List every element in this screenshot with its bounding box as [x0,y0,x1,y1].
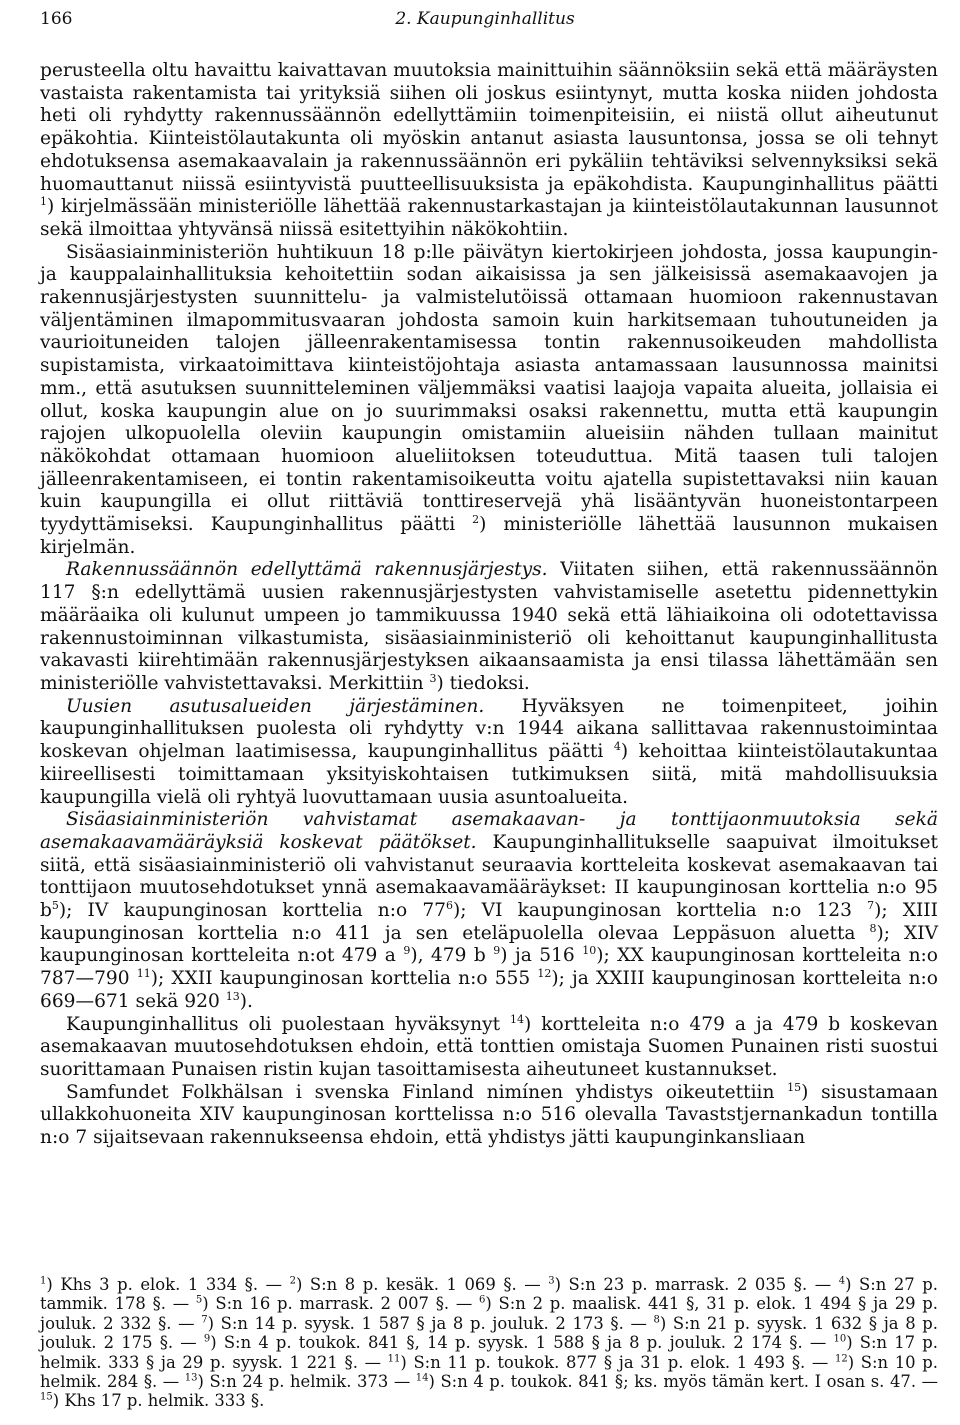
footnote-ref: 4 [838,1275,846,1287]
footnote-ref: 10 [833,1333,847,1345]
text-run: ) Khs 3 p. elok. 1 334 §. — [46,1275,290,1294]
paragraph [40,60,938,242]
text-run: ) S:n 4 p. toukok. 841 §, 14 p. syysk. 1 588 § ja 8 p. jouluk. 2 174 §. — [210,1333,834,1353]
footnote-ref: 6 [479,1294,486,1306]
footnote-ref: 14 [415,1372,429,1384]
italic-heading: Sisäasiainministeriön vahvistamat asemakaavan- ja tonttijaonmuutoksia sekä asemakaavamääräyksiä koskevat päätökset. [40,809,938,853]
text-run: ) tiedoksi. [436,672,530,694]
text-run: ) S:n 21 p. syysk. 1 632 § ja 8 p. jouluk. 2 175 §. — [40,1313,938,1353]
italic-heading: Rakennussäännön edellyttämä rakennusjärjestys. [66,559,548,581]
text-run: ); XXII kaupunginosan korttelia n:o 555 [150,968,538,990]
footnote-ref: 13 [225,989,240,1003]
text-run: ) S:n 2 p. maalisk. 441 §, 31 p. elok. 1 494 § ja 29 p. jouluk. 2 332 §. — [40,1294,938,1333]
footnote-ref: 15 [787,1080,802,1094]
text-run: ) sisustamaan ullakkohuoneita XIV kaupunginosan korttelissa n:o 516 olevalla Tavaststjernankadun tontilla n:o 7 sijaitsevaan rakennukseensa ehdoin, että yhdistys jätti kaupunginkansliaan [40,1081,938,1149]
text-run: ) S:n 14 p. syysk. 1 587 § ja 8 p. jouluk. 2 173 §. — [207,1313,654,1333]
footnote-ref: 1 [40,195,47,209]
text-run: ) S:n 10 p. helmik. 284 §. — [40,1352,938,1392]
text-run: ); XIII kaupunginosan korttelia n:o 411 ja sen eteläpuolella olevaa Leppäsuon aluetta [40,900,938,944]
footnote-ref: 15 [40,1391,53,1403]
footnote-ref: 8 [869,921,877,935]
footnote-ref: 2 [289,1275,296,1287]
paragraph [40,809,938,1013]
footnote-ref: 8 [653,1314,660,1326]
text-run: ) S:n 17 p. helmik. 333 § ja 29 p. syysk. 1 221 §. — [40,1333,938,1372]
text-run: ); ja XXIII kaupunginosan kortteleita n:o 669—671 sekä 920 [40,968,939,1012]
footnote-ref: 12 [537,966,552,980]
text-run: ) ja 516 [500,945,583,967]
footnote-ref: 11 [387,1353,401,1365]
text-run: ) kortteleita n:o 479 a ja 479 b koskevan asemakaavan muutosehdotuksen ehdoin, että tonttien omistaja Suomen Punainen risti suostui suorittamaan Punaisen ristin kujan tasoittamisesta aiheutuneet kustannukset. [40,1013,938,1080]
text-run: Samfundet Folkhälsan i svenska Finland nimínen yhdistys oikeutettiin [66,1081,788,1103]
body-text [40,60,938,1150]
text-run: Kaupunginhallitukselle saapuivat ilmoitukset siitä, että sisäasiainministeriö oli vahvistanut seuraavia kortteleita koskevat asemakaavan tai tonttijaon muutosehdotukset ynnä asemakaavamääräykset: II kaupunginosan korttelia n:o 95 b [40,831,938,922]
text-run: ) S:n 27 p. tammik. 178 §. — [40,1275,938,1314]
footnote-ref: 14 [510,1012,525,1026]
text-run: ) S:n 16 p. marrask. 2 007 §. — [202,1294,480,1314]
italic-heading: Uusien asutusalueiden järjestäminen. [66,695,485,717]
text-run: perusteella oltu havaittu kaivattavan muutoksia mainittuihin säännöksiin sekä että määräysten vastaista rakentamista tai yrityksiä siihen oli joskus esiintynyt, mutta koska niiden johdosta heti oli ryhdytty rakennussäännön edellyttämiin toimenpiteisiin, ei niistä ollut aiheutunut epäkohtia. Kiinteistölautakunta oli myöskin antanut asiasta lausuntonsa, jossa se oli tehnyt ehdotuksensa asemakaavalain ja rakennussäännön eri pykäliin tehtäviksi selvennyksiksi sekä huomauttanut niissä esiintyvistä puutteellisuuksista ja epäkohdista. Kaupunginhallitus päätti [40,60,938,195]
running-title: 2. Kaupunginhallitus [395,9,575,29]
text-run: ); VI kaupunginosan korttelia n:o 123 [453,900,868,922]
text-run: ) Khs 17 p. helmik. 333 §. [52,1391,265,1411]
footnote-ref: 9 [203,1333,211,1345]
text-run: Hyväksyen ne toimenpiteet, joihin kaupunginhallituksen puolesta oli ryhdytty v:n 1944 aikana sallittavaa rakennustoimintaa koskevan ohjelman laatimisessa, kaupunginhallitus päätti [40,695,938,763]
paragraph [40,559,938,695]
footnote-ref: 5 [195,1294,203,1306]
text-run: ) S:n 4 p. toukok. 841 §; ks. myös tämän kert. I osan s. 47. — [428,1372,938,1392]
text-run: ), 479 b [410,945,494,967]
text-run: Viitaten siihen, että rakennussäännön 117 §:n edellyttämä uusien rakennusjärjestysten vahvistamiselle asetettu pidennettykin määräaika oli kulunut umpeen jo tammikuussa 1940 sekä että lähiaikoina oli odotettavissa rakennustoiminnan vilkastumista, sisäasiainministeriö oli kehoittanut kaupunginhallitusta vakavasti kiirehtimään rakennusjärjestyksen aikaansaamista ja ensi tilassa lähettämään sen ministeriölle vahvistettavaksi. Merkittiin [40,559,938,694]
footnote-ref: 11 [136,966,151,980]
text-run: ) S:n 24 p. helmik. 373 — [197,1372,416,1392]
text-run: ); IV kaupunginosan korttelia n:o 77 [58,900,447,922]
text-run: Sisäasiainministeriön huhtikuun 18 p:lle päivätyn kiertokirjeen johdosta, jossa kaupungin- ja kauppalainhallituksia kehoitettiin sodan aikaisissa ja sen jälkeisissä asemakaavojen ja rakennusjärjestysten suunnittelu- ja valmistelutöissä ottamaan huomioon rakennustavan väljentäminen ilmapommitusvaaran johdosta samoin kuin harkitsemaan tuhoutuneiden ja vaurioituneiden talojen jälleenrakentamisessa tontin rakennusoikeuden mahdollista supistamista, virkaatoimittava kiinteistöjohtaja asiasta antamassaan lausunnossa mainitsi mm., että asutuksen suunnitteleminen väljemmäksi vaatisi laajoja vapaita alueita, jollaisia ei ollut, koska kaupungin alue on jo suurimmaksi osaksi rakennettu, mutta että kaupungin rajojen ulkopuolella oleviin kaupungin omistamiin alueisiin nähden tullaan mainitut näkökohdat ottamaan huomioon alueliitoksen toteuduttua. Mitä taasen tuli talojen jälleenrakentamiseen, ei tontin rakentamisoikeutta voitu ajatella supistettavaksi niin kauan kuin kaupungilla ei ollut riittäviä tonttireservejä yhä lisääntyvän huoneistontarpeen tyydyttämiseksi. Kaupunginhallitus päätti [40,241,938,536]
footnote-ref: 9 [403,944,411,958]
footnote-ref: 10 [582,944,597,958]
footnote-text [40,1275,938,1411]
paragraph [40,1014,938,1082]
text-run: ); XX kaupunginosan kortteleita n:o 787—790 [40,945,939,990]
paragraph [40,242,938,560]
page-header [40,6,930,32]
footnote-ref: 9 [493,944,501,958]
text-run: ) kehoittaa kiinteistölautakuntaa kiireellisesti toimittamaan yksityiskohtaisen tutkimuksen siitä, mitä mahdollisuuksia kaupungilla vielä oli ryhtyä luovuttamaan uusia asuntoalueita. [40,741,938,808]
paragraph [40,1082,938,1150]
footnote-ref: 7 [201,1314,208,1326]
footnote-ref: 2 [472,512,480,526]
footnote-ref: 13 [184,1372,198,1384]
footnote-ref: 3 [548,1275,555,1287]
text-run: ) ministeriölle lähettää lausunnon mukaisen kirjelmän. [40,514,938,558]
text-run: ) S:n 23 p. marrask. 2 035 §. — [554,1275,839,1294]
text-run: ); XIV kaupunginosan kortteleita n:ot 479 a [40,922,938,967]
text-run: ) S:n 8 p. kesäk. 1 069 §. — [295,1275,549,1294]
text-run: Kaupunginhallitus oli puolestaan hyväksynyt [66,1013,511,1035]
text-run: ) kirjelmässään ministeriölle lähettää rakennustarkastajan ja kiinteistölautakunnan lausunnot sekä ilmoittaa yhtyvänsä niissä esitettyihin näkökohtiin. [40,196,938,240]
text-run: ). [239,990,253,1012]
footnote-ref: 1 [40,1275,47,1287]
footnote-ref: 4 [613,739,621,753]
footnote-ref: 5 [51,898,59,912]
footnote-ref: 3 [429,671,437,685]
footnote-ref: 7 [867,898,875,912]
footnote-ref: 6 [446,898,454,912]
text-run: ) S:n 11 p. toukok. 877 § ja 31 p. elok. 1 493 §. — [400,1352,835,1372]
footnote-ref: 12 [834,1353,848,1365]
page-number: 166 [40,9,73,29]
paragraph [40,696,938,810]
footnotes [40,1275,938,1411]
